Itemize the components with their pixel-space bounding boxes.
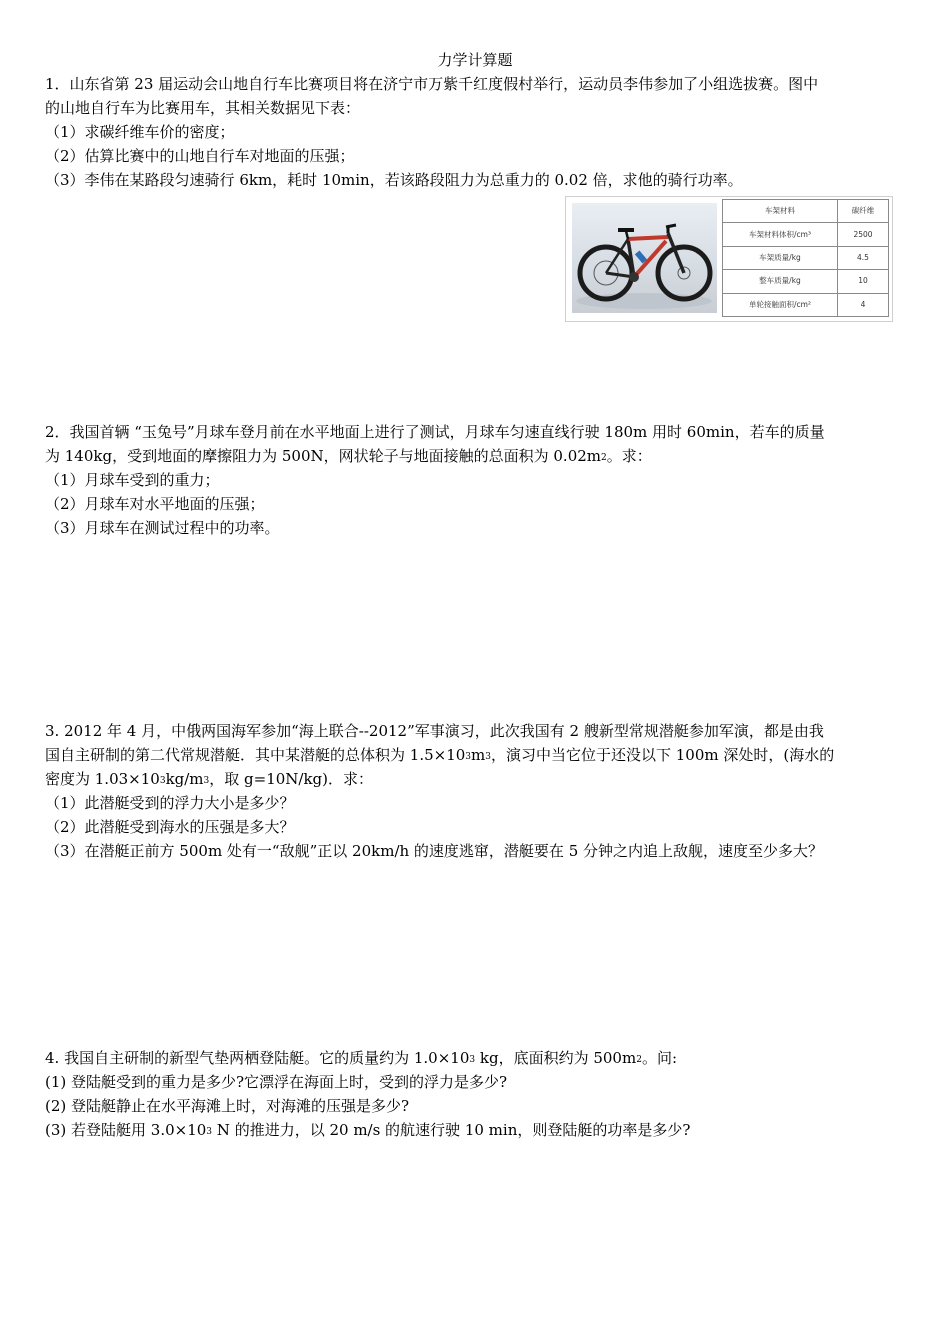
spec-value: 10 (838, 270, 889, 293)
spec-value: 2500 (838, 223, 889, 246)
spec-label: 整车质量/kg (723, 270, 838, 293)
question-2-part-2: （2）月球车对水平地面的压强； (45, 495, 265, 513)
question-3-part-1: （1）此潜艇受到的浮力大小是多少？ (45, 794, 295, 812)
question-2-part-3: （3）月球车在测试过程中的功率。 (45, 519, 280, 537)
question-2-part-1: （1）月球车受到的重力； (45, 471, 220, 489)
bicycle-figure (565, 196, 893, 322)
question-3-line (45, 767, 905, 791)
table-row (723, 200, 889, 223)
text-run: 国自主研制的第二代常规潜艇．其中某潜艇的总体积为 1.5×10 (45, 746, 466, 764)
text-run: ，演习中当它位于还没以下 100m 深处时，(海水的 (490, 746, 835, 764)
superscript: 3 (206, 1127, 213, 1137)
question-1-line: 1．山东省第 23 届运动会山地自行车比赛项目将在济宁市万紫千红度假村举行，运动员李伟参加了小组选拔赛。图中 (45, 75, 819, 93)
question-4-line (45, 1046, 905, 1070)
text-run: kg/m (165, 770, 204, 788)
bicycle-spec-table (722, 199, 889, 317)
question-3-part-2: （2）此潜艇受到海水的压强是多大？ (45, 818, 295, 836)
text-run: (3) 若登陆艇用 3.0×10 (45, 1121, 207, 1139)
question-4-part-3 (45, 1118, 905, 1142)
question-3-line: 3. 2012 年 4 月，中俄两国海军参加“海上联合--2012”军事演习，此次我国有 2 艘新型常规潜艇参加军演，都是由我 (45, 722, 824, 740)
spec-value: 碳纤维 (838, 200, 889, 223)
page-title: 力学计算题 (437, 51, 513, 69)
text-run: 。问: (641, 1049, 677, 1067)
superscript: 2 (636, 1055, 642, 1065)
question-3 (45, 719, 905, 863)
superscript: 3 (465, 752, 472, 762)
mountain-bike-icon (572, 203, 717, 313)
text-run: m (471, 746, 486, 764)
question-4-part-2: (2) 登陆艇静止在水平海滩上时，对海滩的压强是多少? (45, 1097, 410, 1115)
superscript: 2 (601, 453, 607, 463)
superscript: 3 (485, 752, 491, 762)
spec-value: 4 (838, 293, 889, 316)
spec-label: 单轮接触面积/cm² (723, 293, 838, 316)
text-run: 4. 我国自主研制的新型气垫两栖登陆艇。它的质量约为 1.0×10 (45, 1049, 470, 1067)
superscript: 3 (469, 1055, 476, 1065)
spec-label: 车架材料体积/cm³ (723, 223, 838, 246)
text-run: 为 140kg，受到地面的摩擦阻力为 500N，网状轮子与地面接触的总面积为 0.02m (45, 447, 602, 465)
question-1-part-1: （1）求碳纤维车价的密度； (45, 123, 235, 141)
question-2-line: 2．我国首辆 “玉兔号”月球车登月前在水平地面上进行了测试，月球车匀速直线行驶 180m 用时 60min，若车的质量 (45, 423, 825, 441)
question-1-part-2: （2）估算比赛中的山地自行车对地面的压强； (45, 147, 355, 165)
spec-value: 4.5 (838, 246, 889, 269)
spec-label: 车架材料 (723, 200, 838, 223)
question-3-line (45, 743, 905, 767)
table-row (723, 270, 889, 293)
bicycle-photo (572, 203, 717, 313)
question-4-part-1: (1) 登陆艇受到的重力是多少?它漂浮在海面上时，受到的浮力是多少? (45, 1073, 508, 1091)
text-run: ，取 g=10N/kg)．求： (209, 770, 374, 788)
table-row (723, 293, 889, 316)
table-row (723, 223, 889, 246)
question-2-line (45, 444, 905, 468)
question-3-part-3: （3）在潜艇正前方 500m 处有一“敌舰”正以 20km/h 的速度逃窜，潜艇要在 5 分钟之内追上敌舰，速度至少多大？ (45, 842, 824, 860)
question-1 (45, 72, 905, 192)
superscript: 3 (203, 776, 210, 786)
spec-label: 车架质量/kg (723, 246, 838, 269)
question-2 (45, 420, 905, 540)
text-run: kg，底面积约为 500m (475, 1049, 637, 1067)
text-run: 密度为 1.03×10 (45, 770, 160, 788)
superscript: 3 (159, 776, 166, 786)
question-1-part-3: （3）李伟在某路段匀速骑行 6km，耗时 10min，若该路段阻力为总重力的 0.02 倍，求他的骑行功率。 (45, 171, 743, 189)
question-4 (45, 1046, 905, 1142)
text-run: N 的推进力，以 20 m/s 的航速行驶 10 min，则登陆艇的功率是多少? (212, 1121, 691, 1139)
question-1-line: 的山地自行车为比赛用车，其相关数据见下表： (45, 99, 361, 117)
table-row (723, 246, 889, 269)
text-run: 。求： (606, 447, 652, 465)
